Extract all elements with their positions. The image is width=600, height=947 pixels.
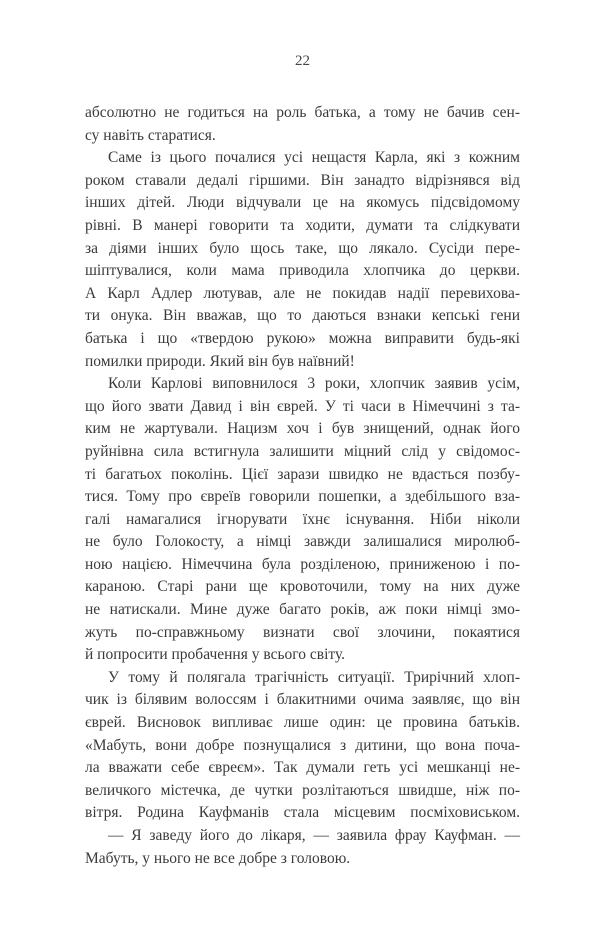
paragraph bbox=[85, 373, 520, 667]
text-line: шіптувалися, коли мама приводила хлопчика до церкви. bbox=[85, 262, 520, 280]
text-line: ким не жартували. Нацизм хоч і був знищений, однак його bbox=[85, 420, 520, 438]
text-line: — Я заведу його до лікаря, — заявила фрау Кауфман. — bbox=[108, 827, 520, 844]
text-line: й попросити пробачення у всього світу. bbox=[85, 646, 346, 664]
paragraph bbox=[85, 667, 520, 870]
page-number: 22 bbox=[295, 53, 310, 69]
text-line: помилки природи. Який він був наївний! bbox=[85, 352, 355, 370]
text-line: що його звати Давид і він єврей. У ті часи в Німеччині з та- bbox=[85, 397, 520, 415]
text-line: жуть по-справжньому визнати свої злочини, покаятися bbox=[85, 623, 520, 641]
text-line: не було Голокосту, а німці завжди залишалися миролюб- bbox=[85, 533, 520, 551]
text-line: ною нацією. Німеччина була розділеною, приниженою і по- bbox=[85, 555, 520, 573]
text-line: рівні. В манері говорити та ходити, думати та слідкувати bbox=[85, 216, 520, 234]
text-line: Коли Карлові виповнилося 3 роки, хлопчик заявив усім, bbox=[108, 375, 520, 393]
text-line: вітря. Родина Кауфманів стала місцевим посміховиськом. bbox=[85, 804, 520, 822]
text-line: єврей. Висновок випливає лише один: це провина батьків. bbox=[85, 714, 520, 732]
text-line: руйнівна сила встигнула залишити міцний слід у свідомос- bbox=[85, 442, 520, 460]
text-line: за діями інших було щось таке, що лякало. Сусіди пере- bbox=[85, 239, 520, 257]
text-line: роком ставали дедалі гіршими. Він занадто відрізнявся від bbox=[85, 171, 520, 189]
text-line: не натискали. Мине дуже багато років, аж поки німці змо- bbox=[85, 601, 520, 619]
text-line: У тому й полягала трагічність ситуації. Трирічний хлоп- bbox=[108, 668, 520, 686]
text-line: величкого містечка, де чутки розлітаються швидше, ніж по- bbox=[85, 781, 520, 799]
text-line: А Карл Адлер лютував, але не покидав надії перевихова- bbox=[85, 284, 520, 302]
text-line: тися. Тому про євреїв говорили пошепки, а здебільшого вза- bbox=[85, 488, 520, 506]
text-line: «Мабуть, вони добре познущалися з дитини, що вона поча- bbox=[85, 736, 520, 754]
text-line: су навіть старатися. bbox=[85, 126, 216, 144]
text-line: ла вважати себе євреєм». Так думали геть усі мешканці не- bbox=[85, 759, 520, 777]
text-line: абсолютно не годиться на роль батька, а тому не бачив сен- bbox=[85, 104, 520, 121]
text-line: ті багатьох поколінь. Цієї зарази швидко не вдасться позбу- bbox=[85, 465, 520, 483]
paragraph bbox=[85, 102, 520, 147]
text-line: галі намагалися ігнорувати їхнє існування. Ніби ніколи bbox=[85, 510, 520, 528]
paragraph bbox=[85, 147, 520, 373]
text-line: ти онука. Він вважав, що то даються взнаки кепські гени bbox=[85, 307, 520, 325]
text-line: Саме із цього почалися усі нещастя Карла, які з кожним bbox=[108, 149, 520, 167]
text-line: чик із білявим волоссям і блакитними очима заявляє, що він bbox=[85, 691, 520, 709]
text-line: караною. Старі рани ще кровоточили, тому на них дуже bbox=[85, 578, 520, 596]
text-body bbox=[85, 102, 520, 870]
text-line: батька і що «твердою рукою» можна виправити будь-які bbox=[85, 329, 520, 347]
text-line: інших дітей. Люди відчували це на якомусь підсвідомому bbox=[85, 194, 520, 212]
text-line: Мабуть, у нього не все добре з головою. bbox=[85, 849, 351, 867]
